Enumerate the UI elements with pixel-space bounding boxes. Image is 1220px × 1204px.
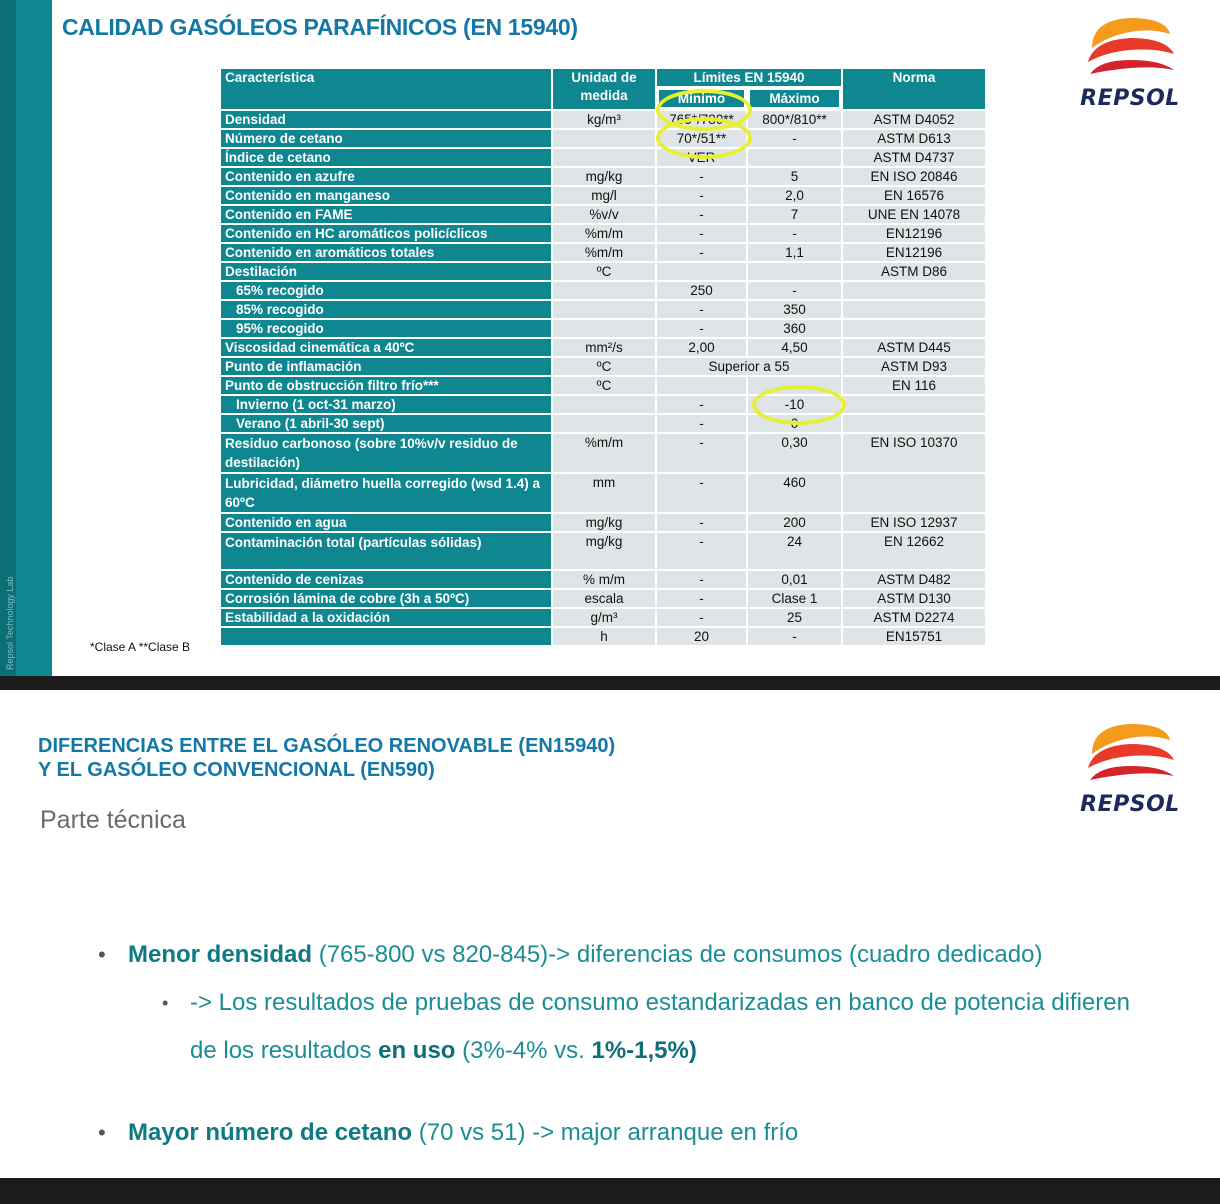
row-unidad: mg/kg	[553, 168, 655, 185]
row-maximo: -	[748, 225, 841, 242]
row-caracteristica: Punto de obstrucción filtro frío***	[221, 377, 551, 394]
row-caracteristica: Contenido en HC aromáticos policíclicos	[221, 225, 551, 242]
row-minimo: -	[657, 533, 746, 569]
row-maximo: 800*/810**	[748, 111, 841, 128]
row-unidad	[553, 301, 655, 318]
bullet-cetano-bold: Mayor número de cetano	[128, 1119, 413, 1146]
row-caracteristica: Contenido en aromáticos totales	[221, 244, 551, 261]
row-minimo: -	[657, 396, 746, 413]
header-caracteristica: Característica	[221, 69, 551, 109]
row-norma: EN ISO 10370	[843, 434, 985, 472]
table-row	[221, 474, 985, 512]
repsol-logo-text: REPSOL	[1080, 792, 1180, 817]
table-row	[221, 609, 985, 626]
row-minimo: -	[657, 225, 746, 242]
table-row	[221, 358, 985, 375]
row-norma	[843, 282, 985, 299]
row-norma: ASTM D4052	[843, 111, 985, 128]
row-limites: Superior a 55	[657, 358, 841, 375]
row-maximo: 0,01	[748, 571, 841, 588]
row-caracteristica: Punto de inflamación	[221, 358, 551, 375]
table-row	[221, 282, 985, 299]
table-row	[221, 187, 985, 204]
slide-title	[38, 734, 615, 782]
row-minimo: -	[657, 474, 746, 512]
row-minimo: 70*/51**	[657, 130, 746, 147]
row-caracteristica: Verano (1 abril-30 sept)	[221, 415, 551, 432]
row-unidad: %m/m	[553, 244, 655, 261]
header-maximo: Máximo	[748, 88, 841, 109]
row-caracteristica: Contenido de cenizas	[221, 571, 551, 588]
repsol-logo	[1070, 14, 1190, 114]
row-caracteristica: Viscosidad cinemática a 40ºC	[221, 339, 551, 356]
bullet-dot: •	[98, 1120, 106, 1145]
row-caracteristica: Índice de cetano	[221, 149, 551, 166]
row-minimo: 765*/780**	[657, 111, 746, 128]
row-norma: ASTM D2274	[843, 609, 985, 626]
table-row	[221, 206, 985, 223]
bullet-resultados-bold2: 1%-1,5%)	[591, 1037, 697, 1064]
row-caracteristica: Corrosión lámina de cobre (3h a 50ºC)	[221, 590, 551, 607]
row-norma: ASTM D86	[843, 263, 985, 280]
row-unidad: mg/kg	[553, 514, 655, 531]
row-norma: EN ISO 12937	[843, 514, 985, 531]
row-caracteristica: 85% recogido	[221, 301, 551, 318]
row-minimo: -	[657, 320, 746, 337]
row-maximo: 460	[748, 474, 841, 512]
bullet-densidad-text: (765-800 vs 820-845)-> diferencias de consumos (cuadro dedicado)	[312, 941, 1043, 968]
row-unidad: ºC	[553, 263, 655, 280]
table-row	[221, 130, 985, 147]
row-unidad: mg/kg	[553, 533, 655, 569]
row-caracteristica: Densidad	[221, 111, 551, 128]
row-minimo: -	[657, 244, 746, 261]
slide-diferencias	[0, 690, 1220, 1178]
row-minimo: 20	[657, 628, 746, 645]
row-minimo: -	[657, 434, 746, 472]
row-norma: ASTM D4737	[843, 149, 985, 166]
row-norma: UNE EN 14078	[843, 206, 985, 223]
table-row	[221, 628, 985, 645]
table-row	[221, 225, 985, 242]
bullet-dot: •	[98, 942, 106, 967]
row-unidad	[553, 149, 655, 166]
bullet-resultados-bold1: en uso	[378, 1037, 456, 1064]
row-unidad: %v/v	[553, 206, 655, 223]
row-maximo: 0	[748, 415, 841, 432]
row-unidad: ºC	[553, 358, 655, 375]
row-minimo: -	[657, 168, 746, 185]
row-minimo: 2,00	[657, 339, 746, 356]
row-caracteristica: Destilación	[221, 263, 551, 280]
row-maximo: 1,1	[748, 244, 841, 261]
table-row	[221, 111, 985, 128]
bullet-cetano-text: (70 vs 51) -> major arranque en frío	[412, 1119, 799, 1146]
row-unidad: %m/m	[553, 225, 655, 242]
row-caracteristica: Contenido en azufre	[221, 168, 551, 185]
row-caracteristica: Contenido en agua	[221, 514, 551, 531]
row-caracteristica: Residuo carbonoso (sobre 10%v/v residuo de destilación)	[221, 434, 551, 472]
row-maximo: 25	[748, 609, 841, 626]
row-maximo	[748, 149, 841, 166]
slide-title-line2: Y EL GASÓLEO CONVENCIONAL (EN590)	[38, 759, 435, 781]
row-maximo: 200	[748, 514, 841, 531]
row-minimo: -	[657, 301, 746, 318]
repsol-logo-text: REPSOL	[1080, 86, 1180, 111]
row-norma: EN12196	[843, 244, 985, 261]
row-caracteristica: 65% recogido	[221, 282, 551, 299]
slide-sidebar	[0, 0, 52, 676]
table-row	[221, 434, 985, 472]
row-unidad: mm²/s	[553, 339, 655, 356]
row-norma	[843, 320, 985, 337]
row-minimo: -	[657, 187, 746, 204]
row-minimo: -	[657, 415, 746, 432]
row-norma: EN 16576	[843, 187, 985, 204]
row-unidad: % m/m	[553, 571, 655, 588]
bullet-resultados-text1: -> Los resultados de pruebas de consumo estandarizadas en banco de potencia difieren de los resultados	[190, 989, 1130, 1064]
table-row	[221, 244, 985, 261]
row-maximo	[748, 377, 841, 394]
row-unidad: g/m³	[553, 609, 655, 626]
table-row	[221, 263, 985, 280]
row-unidad	[553, 396, 655, 413]
spec-table	[219, 67, 987, 647]
row-unidad	[553, 282, 655, 299]
row-caracteristica: 95% recogido	[221, 320, 551, 337]
row-unidad: kg/m³	[553, 111, 655, 128]
row-norma: EN 12662	[843, 533, 985, 569]
row-unidad: %m/m	[553, 434, 655, 472]
bullet-cetano	[98, 1109, 799, 1157]
row-norma: ASTM D93	[843, 358, 985, 375]
row-caracteristica	[221, 628, 551, 645]
slide-sidebar-stripe	[0, 0, 16, 676]
row-norma: EN ISO 20846	[843, 168, 985, 185]
bullet-densidad-bold: Menor densidad	[128, 941, 313, 968]
row-norma	[843, 415, 985, 432]
repsol-flame-icon	[1070, 14, 1190, 84]
table-row	[221, 533, 985, 569]
row-caracteristica: Invierno (1 oct-31 marzo)	[221, 396, 551, 413]
sidebar-vertical-text: Repsol Technology Lab	[5, 576, 15, 670]
bullet-resultados-text2: (3%-4% vs.	[455, 1037, 592, 1064]
row-unidad	[553, 320, 655, 337]
row-norma: ASTM D613	[843, 130, 985, 147]
row-unidad: ºC	[553, 377, 655, 394]
table-row	[221, 590, 985, 607]
bullet-densidad	[98, 931, 1043, 979]
row-minimo: VER	[657, 149, 746, 166]
table-row	[221, 168, 985, 185]
table-row	[221, 320, 985, 337]
row-unidad	[553, 130, 655, 147]
row-maximo: -	[748, 628, 841, 645]
bullet-dot: •	[162, 993, 169, 1013]
row-maximo: 5	[748, 168, 841, 185]
table-row	[221, 571, 985, 588]
slide-title: CALIDAD GASÓLEOS PARAFÍNICOS (EN 15940)	[62, 14, 578, 40]
header-minimo: Mínimo	[657, 88, 746, 109]
row-maximo: -	[748, 282, 841, 299]
header-unidad: Unidad de medida	[553, 69, 655, 109]
header-limites: Límites EN 15940	[657, 69, 841, 86]
row-maximo: 4,50	[748, 339, 841, 356]
row-maximo: 24	[748, 533, 841, 569]
slide-title-line1: DIFERENCIAS ENTRE EL GASÓLEO RENOVABLE (EN15940)	[38, 735, 616, 757]
row-norma	[843, 396, 985, 413]
row-maximo: 350	[748, 301, 841, 318]
slide-subtitle: Parte técnica	[40, 806, 186, 834]
row-maximo: Clase 1	[748, 590, 841, 607]
row-norma: ASTM D130	[843, 590, 985, 607]
row-minimo: -	[657, 571, 746, 588]
row-norma: ASTM D445	[843, 339, 985, 356]
row-norma: ASTM D482	[843, 571, 985, 588]
table-row	[221, 396, 985, 413]
row-caracteristica: Contenido en manganeso	[221, 187, 551, 204]
row-maximo	[748, 263, 841, 280]
row-norma: EN15751	[843, 628, 985, 645]
table-row	[221, 301, 985, 318]
row-maximo: -	[748, 130, 841, 147]
bullet-resultados	[162, 979, 1130, 1075]
row-unidad: escala	[553, 590, 655, 607]
row-maximo: 2,0	[748, 187, 841, 204]
row-caracteristica: Contaminación total (partículas sólidas)	[221, 533, 551, 569]
row-norma	[843, 474, 985, 512]
table-row	[221, 377, 985, 394]
row-minimo	[657, 263, 746, 280]
header-norma: Norma	[843, 69, 985, 109]
row-minimo: -	[657, 514, 746, 531]
row-minimo: -	[657, 609, 746, 626]
row-unidad: mg/l	[553, 187, 655, 204]
row-unidad: h	[553, 628, 655, 645]
row-unidad	[553, 415, 655, 432]
row-caracteristica: Lubricidad, diámetro huella corregido (wsd 1.4) a 60ºC	[221, 474, 551, 512]
footnote: *Clase A **Clase B	[90, 640, 191, 654]
row-caracteristica: Número de cetano	[221, 130, 551, 147]
table-row	[221, 339, 985, 356]
row-norma: EN 116	[843, 377, 985, 394]
table-row	[221, 415, 985, 432]
table-row	[221, 149, 985, 166]
repsol-logo	[1070, 720, 1190, 820]
row-norma	[843, 301, 985, 318]
row-caracteristica: Contenido en FAME	[221, 206, 551, 223]
row-minimo	[657, 377, 746, 394]
repsol-flame-icon	[1070, 720, 1190, 790]
row-maximo: -10	[748, 396, 841, 413]
row-maximo: 7	[748, 206, 841, 223]
row-maximo: 0,30	[748, 434, 841, 472]
row-minimo: 250	[657, 282, 746, 299]
row-caracteristica: Estabilidad a la oxidación	[221, 609, 551, 626]
row-minimo: -	[657, 206, 746, 223]
row-unidad: mm	[553, 474, 655, 512]
table-row	[221, 514, 985, 531]
row-minimo: -	[657, 590, 746, 607]
row-norma: EN12196	[843, 225, 985, 242]
row-maximo: 360	[748, 320, 841, 337]
